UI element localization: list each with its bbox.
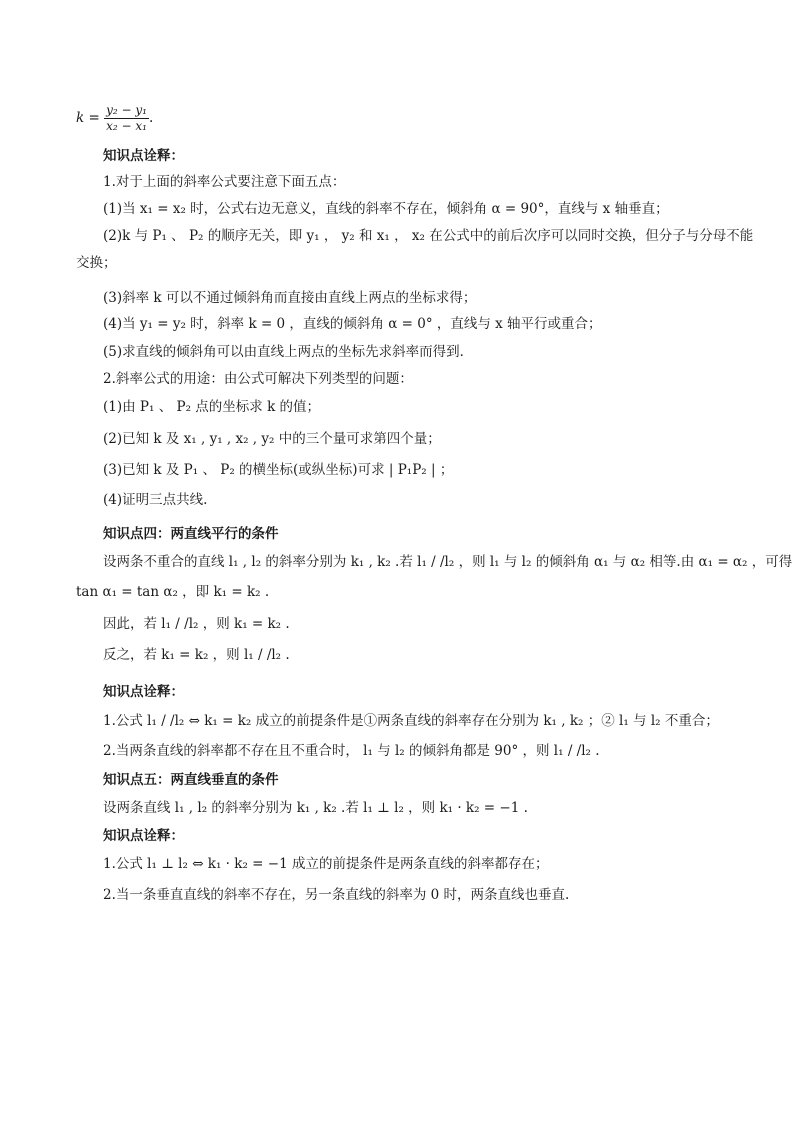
section5-line-1: 设两条直线 l₁ , l₂ 的斜率分别为 k₁ , k₂ .若 l₁ ⊥ l₂ ，则 k₁ · k₂ = −1 . <box>103 800 528 816</box>
notes-point-2a: (2)k 与 P₁ 、 P₂ 的顺序无关，即 y₁ ， y₂ 和 x₁ ， x₂ 在公式中的前后次序可以同时交换，但分子与分母不能 <box>103 228 754 244</box>
notes-point-4: (4)当 y₁ = y₂ 时，斜率 k = 0 ，直线的倾斜角 α = 0° ，直线与 x 轴平行或重合； <box>103 316 602 332</box>
formula-end: . <box>148 110 154 126</box>
formula-fraction <box>104 103 149 134</box>
usage-3: (3)已知 k 及 P₁ 、 P₂ 的横坐标(或纵坐标)可求 | P₁P₂ | ； <box>103 462 454 478</box>
section4-line-4: 反之，若 k₁ = k₂ ，则 l₁ / /l₂ . <box>103 647 290 663</box>
section4-title: 知识点四：两直线平行的条件 <box>103 526 279 542</box>
section4-note-2: 2.当两条直线的斜率都不存在且不重合时， l₁ 与 l₂ 的倾斜角都是 90° ，则 l₁ / /l₂ . <box>103 743 600 759</box>
notes-item2-title: 2.斜率公式的用途：由公式可解决下列类型的问题： <box>103 371 413 387</box>
notes-item1-title: 1.对于上面的斜率公式要注意下面五点： <box>103 174 346 190</box>
formula-numerator: y₂ − y₁ <box>106 103 147 117</box>
formula-denominator: x₂ − x₁ <box>106 119 147 133</box>
section5-note-2: 2.当一条垂直直线的斜率不存在，另一条直线的斜率为 0 时，两条直线也垂直. <box>103 887 570 903</box>
usage-4: (4)证明三点共线. <box>103 492 208 508</box>
notes-point-2b: 交换； <box>76 255 117 271</box>
section4-line-1: 设两条不重合的直线 l₁ , l₂ 的斜率分别为 k₁ , k₂ .若 l₁ / /l₂ ，则 l₁ 与 l₂ 的倾斜角 α₁ 与 α₂ 相等.由 α₁ = α₂ ，可得 <box>103 554 793 570</box>
slope-formula <box>76 103 722 134</box>
usage-2: (2)已知 k 及 x₁ , y₁ , x₂ , y₂ 中的三个量可求第四个量； <box>103 431 441 447</box>
section5-title: 知识点五：两直线垂直的条件 <box>103 772 279 788</box>
notes-point-5: (5)求直线的倾斜角可以由直线上两点的坐标先求斜率而得到． <box>103 344 474 360</box>
notes-point-3: (3)斜率 k 可以不通过倾斜角而直接由直线上两点的坐标求得； <box>103 290 477 306</box>
section5-note-1: 1.公式 l₁ ⊥ l₂ ⇔ k₁ · k₂ = −1 成立的前提条件是两条直线的斜率都存在； <box>103 856 549 872</box>
formula-lhs: k = <box>76 110 100 126</box>
notes-point-1: (1)当 x₁ = x₂ 时，公式右边无意义，直线的斜率不存在，倾斜角 α = 90°，直线与 x 轴垂直； <box>103 201 669 217</box>
section4-line-2: tan α₁ = tan α₂ ，即 k₁ = k₂ . <box>76 584 270 600</box>
section4-note-1: 1.公式 l₁ / /l₂ ⇔ k₁ = k₂ 成立的前提条件是①两条直线的斜率存在分别为 k₁ , k₂ ；② l₁ 与 l₂ 不重合； <box>103 713 719 729</box>
usage-1: (1)由 P₁ 、 P₂ 点的坐标求 k 的值； <box>103 399 321 415</box>
section4-line-3: 因此，若 l₁ / /l₂ ，则 k₁ = k₂ . <box>103 616 290 632</box>
section3-notes-title: 知识点诠释： <box>103 148 184 164</box>
section5-notes-title: 知识点诠释： <box>103 828 184 844</box>
section4-notes-title: 知识点诠释： <box>103 684 184 700</box>
